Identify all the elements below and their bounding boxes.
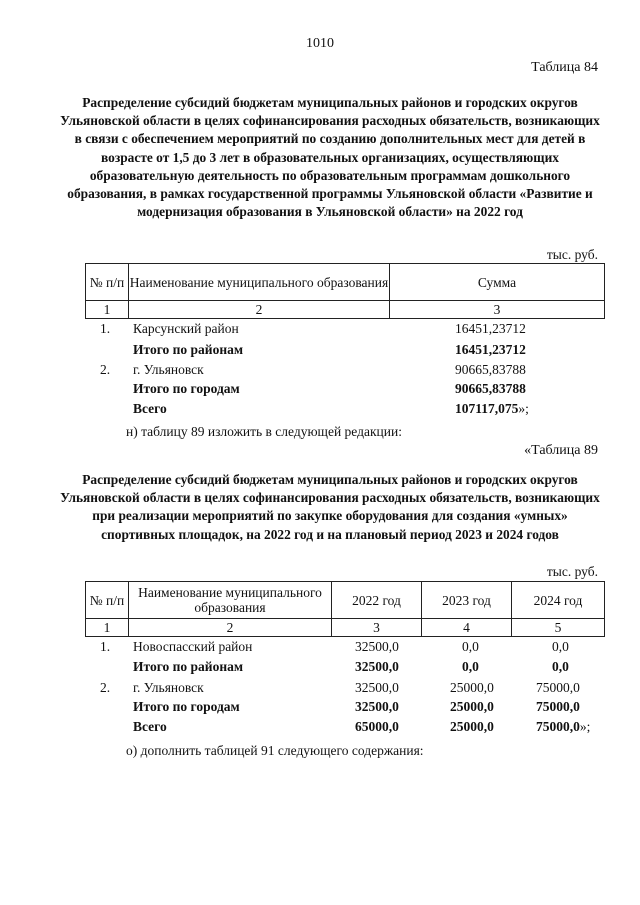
instruction-o: о) дополнить таблицей 91 следующего содержания:	[126, 743, 424, 758]
table89-header-2023: 2023 год	[422, 582, 512, 619]
instruction-n: н) таблицу 89 изложить в следующей редакции:	[126, 424, 402, 439]
row-name: Всего	[133, 719, 167, 734]
row-value: 90665,83788	[455, 381, 526, 396]
row-value-2023: 25000,0	[450, 719, 494, 734]
row-number: 2.	[100, 362, 111, 377]
row-value: 16451,23712	[455, 342, 526, 357]
row-value-suffix: »;	[579, 719, 591, 734]
row-value-2023: 0,0	[462, 659, 479, 674]
row-value-2023: 25000,0	[450, 699, 494, 714]
table84-unit: тыс. руб.	[546, 247, 598, 262]
table-row	[0, 398, 640, 419]
table84-title: Распределение субсидий бюджетам муниципальных районов и городских округов Ульяновской области в целях софинансирования расходных обязательств, возникающих в связи с обеспечением мероприятий по созданию дополнительных мест для детей в возрасте от 1,5 до 3 лет в образовательных организациях, осуществляющих образовательную деятельность по образовательным программам дошкольного образования, в рамках государственной программы Ульяновской области «Развитие и модернизация образования в Ульяновской области» на 2022 год	[60, 95, 600, 220]
row-value: 90665,83788	[455, 362, 526, 377]
row-value-suffix: »;	[518, 401, 529, 416]
table-row	[0, 677, 640, 698]
table-row	[0, 636, 640, 657]
table89-header-2022: 2022 год	[332, 582, 422, 619]
row-value-2024: 75000,0	[536, 680, 580, 695]
row-value-2023: 25000,0	[450, 680, 494, 695]
table89-header-2024: 2024 год	[512, 582, 605, 619]
table89-header	[85, 581, 605, 637]
table84-label: Таблица 84	[531, 60, 598, 75]
row-name: Новоспасский район	[133, 639, 253, 654]
row-value-2024: 0,0	[552, 639, 569, 654]
table-row	[0, 318, 640, 339]
row-value-2024: 0,0	[552, 659, 569, 674]
table84-header-name: Наименование муниципального образования	[129, 264, 390, 301]
table84-header	[85, 263, 605, 319]
row-value	[455, 398, 529, 419]
table84-index-3: 3	[390, 301, 605, 319]
table89-header-name: Наименование муниципального образования	[129, 582, 332, 619]
row-name: Карсунский район	[133, 321, 239, 336]
table-row	[0, 339, 640, 360]
row-value-2022: 32500,0	[355, 659, 399, 674]
row-value-2022: 65000,0	[355, 719, 399, 734]
row-name: Итого по районам	[133, 342, 244, 357]
row-name: Итого по городам	[133, 381, 240, 396]
table-row	[0, 656, 640, 677]
row-name: г. Ульяновск	[133, 362, 204, 377]
table89-index-3: 3	[332, 619, 422, 637]
row-name: Итого по городам	[133, 699, 240, 714]
table-row	[0, 378, 640, 399]
row-number: 2.	[100, 680, 111, 695]
table84-header-sum: Сумма	[390, 264, 605, 301]
table89-label: «Таблица 89	[524, 443, 598, 458]
table89-index-5: 5	[512, 619, 605, 637]
row-name: Итого по районам	[133, 659, 244, 674]
row-number: 1.	[100, 321, 111, 336]
table84-header-num: № п/п	[86, 264, 129, 301]
table-row	[0, 696, 640, 717]
row-value-2022: 32500,0	[355, 699, 399, 714]
table89-index-1: 1	[86, 619, 129, 637]
table89-index-4: 4	[422, 619, 512, 637]
row-value-2022: 32500,0	[355, 639, 399, 654]
table-row	[0, 359, 640, 380]
row-value-2024: 75000,0	[536, 699, 580, 714]
table89-header-num: № п/п	[86, 582, 129, 619]
table89-title: Распределение субсидий бюджетам муниципальных районов и городских округов Ульяновской области в целях софинансирования расходных обязательств, возникающих при реализации мероприятий по закупке оборудования для создания «умных» спортивных площадок, на 2022 год и на плановый период 2023 и 2024 годов	[60, 472, 600, 542]
table84-index-1: 1	[86, 301, 129, 319]
row-value-2022: 32500,0	[355, 680, 399, 695]
row-name: г. Ульяновск	[133, 680, 204, 695]
row-value-2024	[536, 716, 590, 737]
table89-index-2: 2	[129, 619, 332, 637]
row-value-number: 75000,0	[536, 719, 580, 734]
row-name: Всего	[133, 401, 167, 416]
table89-unit: тыс. руб.	[546, 564, 598, 579]
row-value-2023: 0,0	[462, 639, 479, 654]
row-number: 1.	[100, 639, 111, 654]
table84-index-2: 2	[129, 301, 390, 319]
table-row	[0, 716, 640, 737]
row-value: 16451,23712	[455, 321, 526, 336]
row-value-number: 107117,075	[455, 401, 519, 416]
page-number: 1010	[306, 36, 334, 51]
